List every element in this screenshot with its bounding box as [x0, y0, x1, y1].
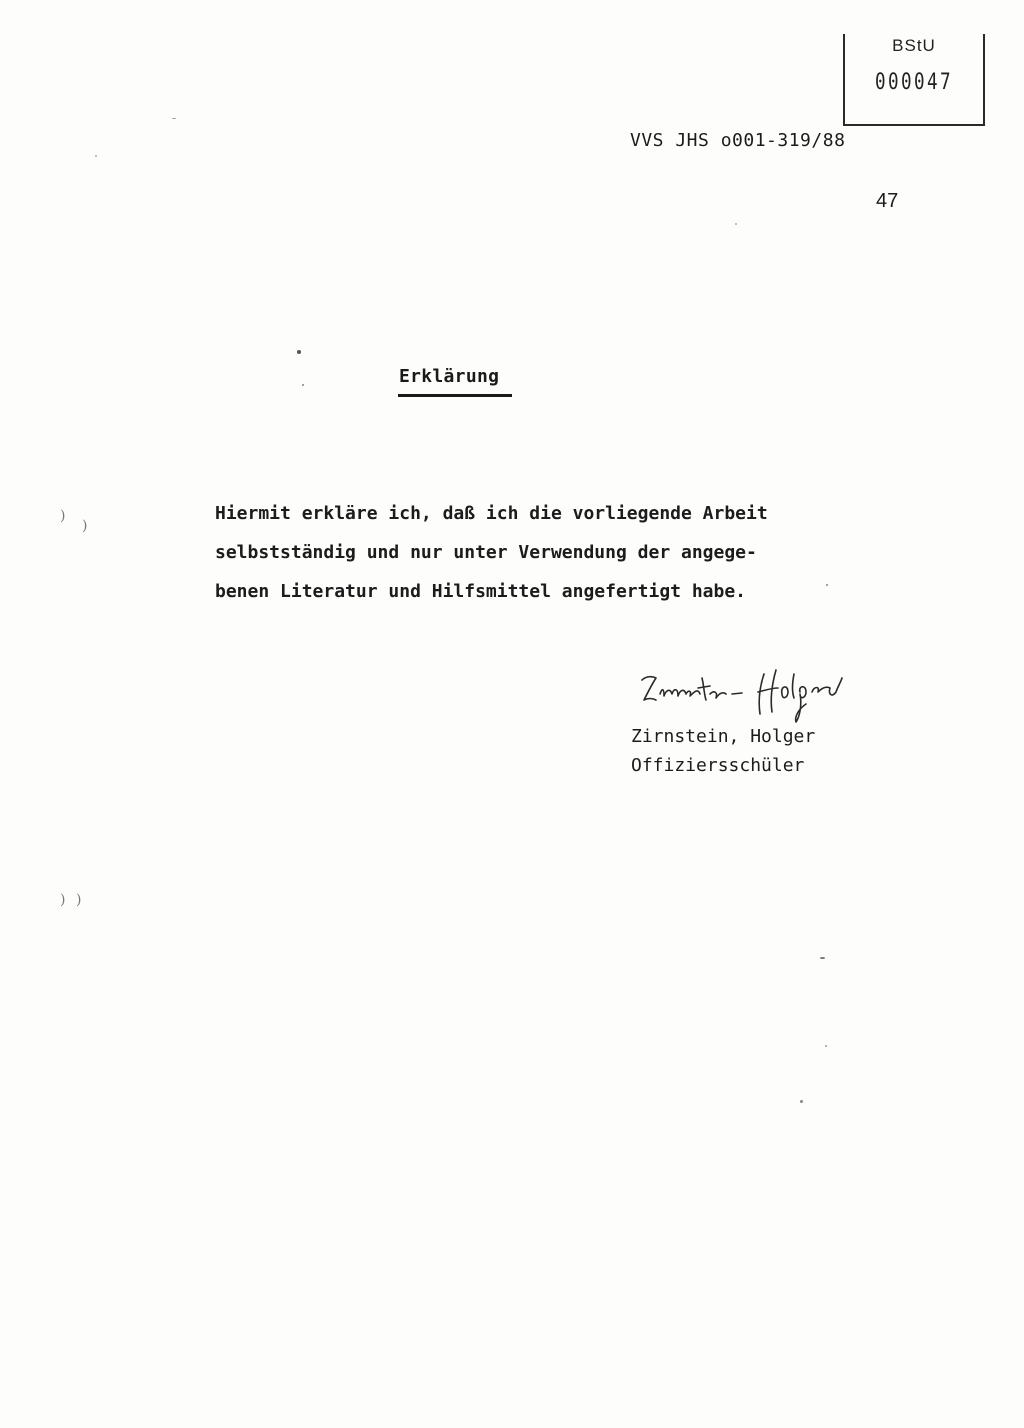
document-reference: VVS JHS o001-319/88 — [630, 130, 846, 151]
archive-stamp — [843, 34, 985, 126]
margin-mark: ) — [60, 892, 66, 908]
signatory-name: Zirnstein, Holger — [631, 726, 816, 747]
scan-speck — [826, 584, 828, 586]
margin-mark: ) — [82, 518, 88, 534]
margin-mark: ) — [60, 508, 66, 524]
handwritten-signature — [636, 664, 846, 726]
signatory-rank: Offiziersschüler — [631, 755, 805, 776]
page-number: 47 — [876, 190, 899, 212]
scan-speck — [735, 223, 737, 225]
scan-speck — [302, 384, 304, 386]
scan-speck — [800, 1100, 803, 1103]
scan-speck — [172, 118, 176, 119]
margin-mark: ) — [76, 892, 82, 908]
stamp-title: BStU — [892, 36, 936, 55]
scan-speck — [820, 957, 825, 959]
stamp-number: 000047 — [875, 70, 953, 95]
body-line: Hiermit erkläre ich, daß ich die vorliegende Arbeit — [215, 503, 768, 524]
declaration-heading: Erklärung — [399, 366, 500, 387]
body-line: selbstständig und nur unter Verwendung der angege- — [215, 542, 757, 563]
declaration-body — [215, 494, 855, 611]
scan-speck — [297, 350, 301, 354]
scan-speck — [95, 155, 97, 157]
body-line: benen Literatur und Hilfsmittel angefertigt habe. — [215, 581, 747, 602]
scan-speck — [825, 1045, 827, 1047]
heading-underline — [398, 394, 512, 397]
